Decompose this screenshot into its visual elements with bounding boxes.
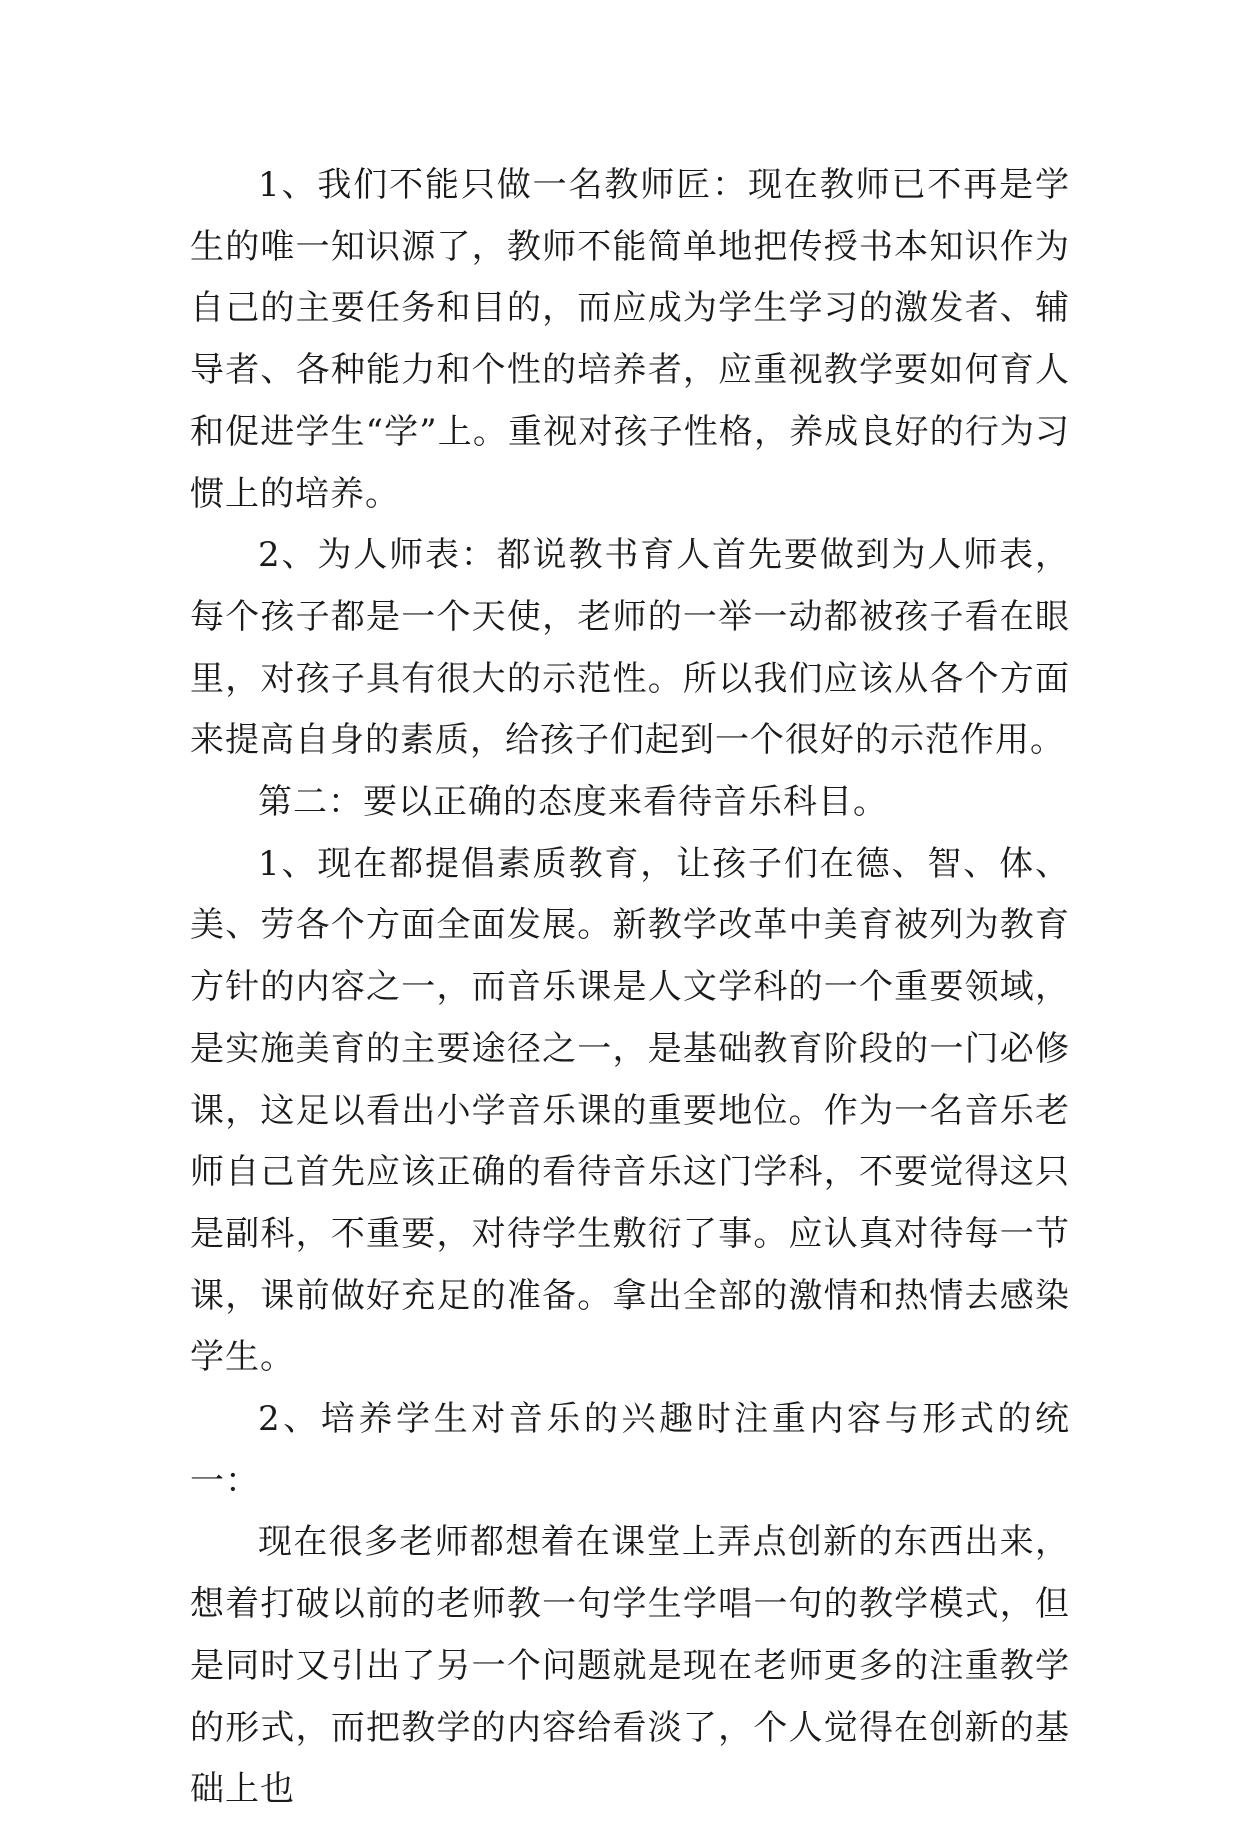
paragraph-role-model: 2、为人师表：都说教书育人首先要做到为人师表，每个孩子都是一个天使，老师的一举一动都被孩子看在眼里，对孩子具有很大的示范性。所以我们应该从各个方面来提高自身的素质，给孩子们起到一个很好的示范作用。: [190, 535, 1070, 761]
paragraph-content-form-unity: 2、培养学生对音乐的兴趣时注重内容与形式的统一：: [190, 1399, 1070, 1501]
section-heading-second: 第二：要以正确的态度来看待音乐科目。: [258, 782, 888, 823]
paragraph-innovation: 现在很多老师都想着在课堂上弄点创新的东西出来，想着打破以前的老师教一句学生学唱一句的教学模式，但是同时又引出了另一个问题就是现在老师更多的注重教学的形式，而把教学的内容给看淡了，个人觉得在创新的基础上也: [190, 1522, 1070, 1810]
paragraph-teacher-role: 1、我们不能只做一名教师匠：现在教师已不再是学生的唯一知识源了，教师不能简单地把传授书本知识作为自己的主要任务和目的，而应成为学生学习的激发者、辅导者、各种能力和个性的培养者，应重视教学要如何育人和促进学生“学”上。重视对孩子性格，养成良好的行为习惯上的培养。: [190, 165, 1070, 514]
paragraph-quality-education: 1、现在都提倡素质教育，让孩子们在德、智、体、美、劳各个方面全面发展。新教学改革中美育被列为教育方针的内容之一，而音乐课是人文学科的一个重要领域，是实施美育的主要途径之一，是基础教育阶段的一门必修课，这足以看出小学音乐课的重要地位。作为一名音乐老师自己首先应该正确的看待音乐这门学科，不要觉得这只是副科，不重要，对待学生敷衍了事。应认真对待每一节课，课前做好充足的准备。拿出全部的激情和热情去感染学生。: [190, 843, 1070, 1378]
document-body: [190, 155, 1070, 1821]
